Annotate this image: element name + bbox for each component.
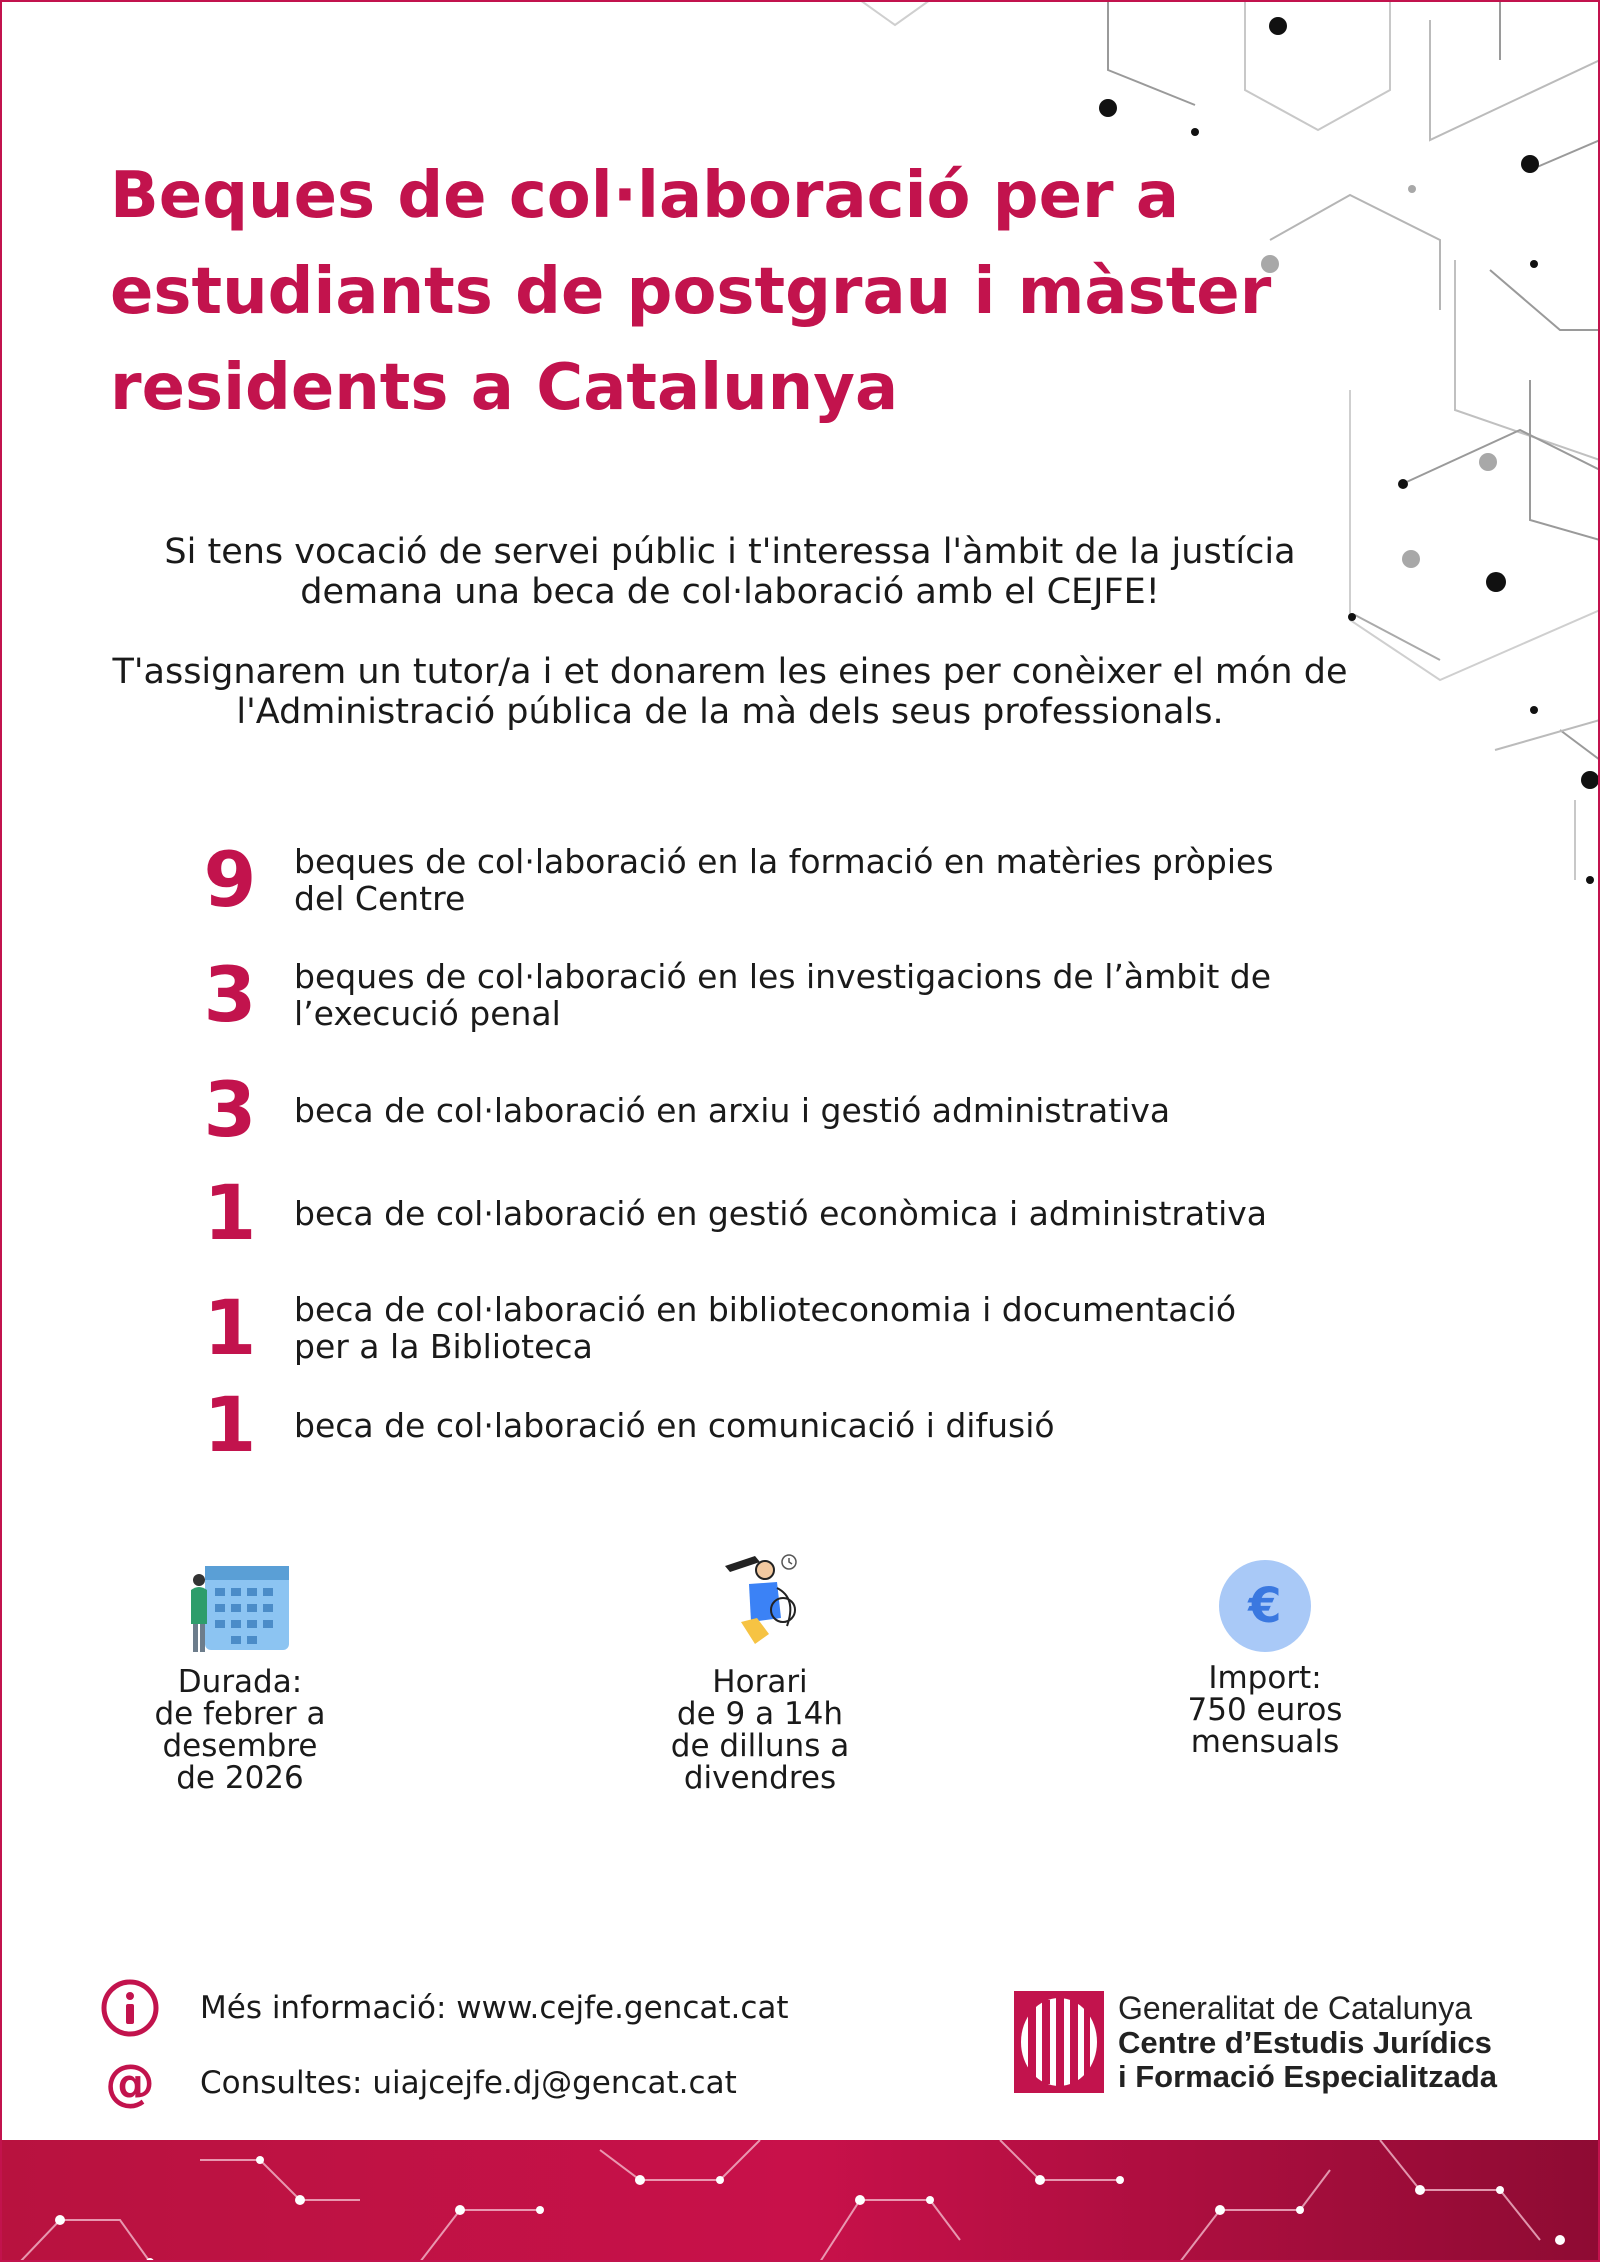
senyera-emblem-icon: [1014, 1991, 1104, 2093]
beca-description: beca de col·laboració en comunicació i difusió: [294, 1405, 1055, 1445]
info-link[interactable]: Més informació: www.cejfe.gencat.cat: [200, 1990, 789, 2026]
beca-description: beques de col·laboració en la formació en matèries pròpies del Centre: [294, 842, 1274, 918]
import-block: [1135, 1558, 1395, 1758]
horari-line-2: de dilluns a: [670, 1728, 850, 1764]
intro-text: [110, 532, 1350, 772]
import-label: Import:: [1208, 1660, 1322, 1696]
beca-count: 9: [203, 835, 257, 924]
footer-band: [0, 2140, 1600, 2262]
worker-clock-icon: [705, 1548, 815, 1658]
intro-paragraph-1: Si tens vocació de servei públic i t'interessa l'àmbit de la justícia demana una beca de col·laboració amb el CEJFE!: [164, 532, 1296, 612]
email-link[interactable]: Consultes: uiajcejfe.dj@gencat.cat: [200, 2065, 737, 2101]
beca-description: beca de col·laboració en arxiu i gestió administrativa: [294, 1090, 1171, 1130]
info-icon: [100, 1978, 160, 2038]
network-band-decoration: [0, 2140, 1600, 2262]
durada-block: [110, 1558, 370, 1794]
beca-item: [190, 1065, 1320, 1154]
logo-line-3: i Formació Especialitzada: [1118, 2059, 1498, 2094]
horari-label: Horari: [712, 1664, 808, 1700]
beca-description: beca de col·laboració en biblioteconomia i documentació per a la Biblioteca: [294, 1290, 1237, 1366]
beca-count: 3: [203, 950, 257, 1039]
durada-line-3: de 2026: [176, 1760, 304, 1796]
import-line-1: 750 euros: [1187, 1692, 1343, 1728]
durada-line-1: de febrer a: [154, 1696, 326, 1732]
info-line: [100, 1978, 789, 2038]
generalitat-logo: [1014, 1990, 1497, 2094]
beca-count: 1: [203, 1283, 257, 1372]
horari-line-1: de 9 a 14h: [676, 1696, 844, 1732]
calendar-icon: [185, 1558, 295, 1658]
intro-paragraph-2: T'assignarem un tutor/a i et donarem les eines per conèixer el món de l'Administració pública de la mà dels seus professionals.: [112, 652, 1348, 732]
beca-description: beques de col·laboració en les investigacions de l’àmbit de l’execució penal: [294, 957, 1272, 1033]
email-line: [100, 2054, 737, 2112]
at-icon: @: [105, 2054, 155, 2112]
euro-icon: [1217, 1558, 1313, 1654]
durada-line-2: desembre: [162, 1728, 318, 1764]
beca-count: 1: [203, 1168, 257, 1257]
beca-count: 3: [203, 1065, 257, 1154]
beca-item: [190, 950, 1320, 1039]
logo-line-1: Generalitat de Catalunya: [1118, 1990, 1472, 2026]
beca-count: 1: [203, 1380, 257, 1469]
horari-block: [630, 1548, 890, 1794]
beca-description: beca de col·laboració en gestió econòmica i administrativa: [294, 1193, 1268, 1233]
logo-text: [1118, 1990, 1497, 2094]
durada-label: Durada:: [177, 1664, 303, 1700]
import-line-2: mensuals: [1190, 1724, 1340, 1760]
beca-item: [190, 1168, 1320, 1257]
beca-item: [190, 835, 1320, 924]
euro-symbol: €: [1248, 1578, 1282, 1634]
beca-item: [190, 1380, 1320, 1469]
page-title: Beques de col·laboració per a estudiants de postgrau i màster residents a Catalunya: [110, 159, 1272, 425]
beca-item: [190, 1283, 1320, 1372]
logo-line-2: Centre d’Estudis Jurídics: [1118, 2025, 1492, 2060]
horari-line-3: divendres: [683, 1760, 837, 1796]
